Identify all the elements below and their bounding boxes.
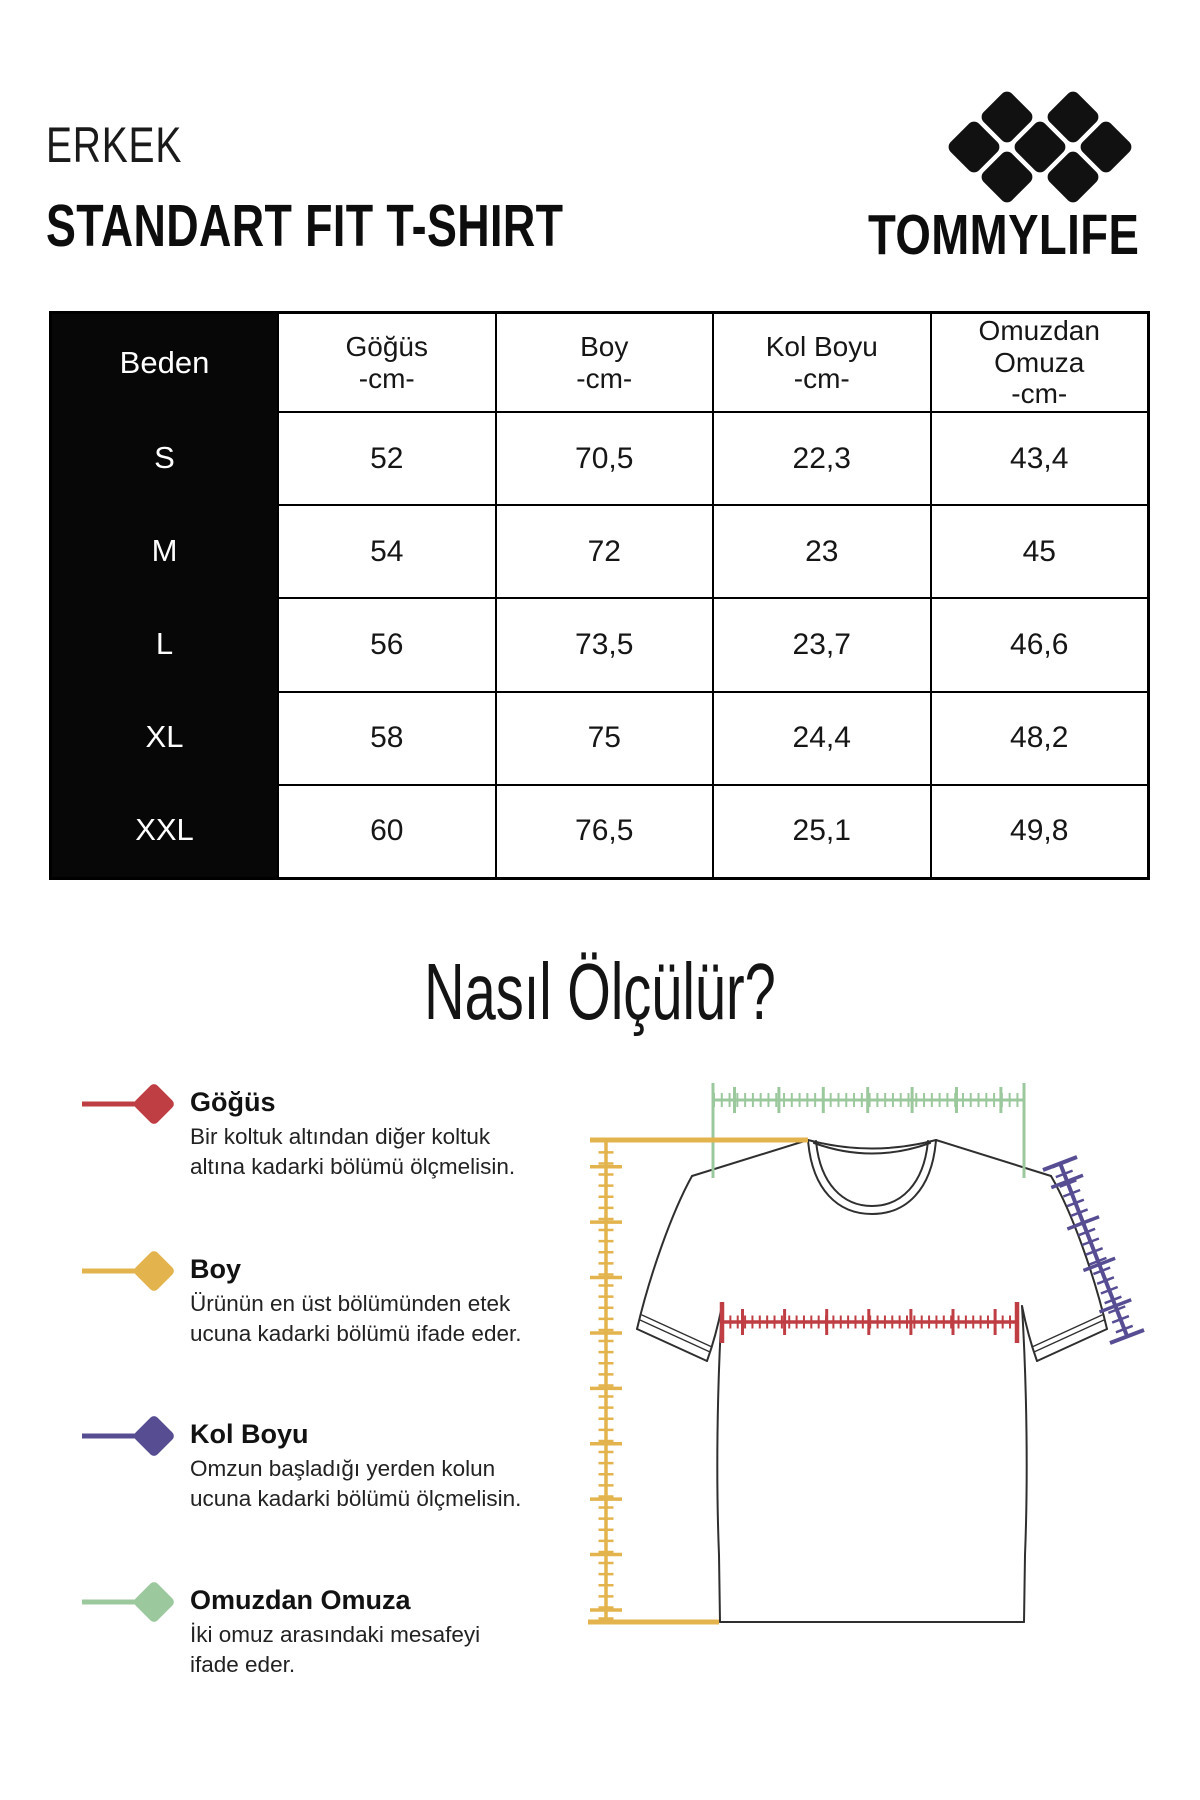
size-label: S [52,411,277,504]
column-unit: -cm- [576,362,633,394]
diamond-icon [132,1249,176,1293]
table-cell: 23,7 [712,597,930,690]
column-unit: -cm- [358,362,415,394]
legend-name: Kol Boyu [190,1419,309,1449]
column-unit: -cm- [793,362,850,394]
legend-name: Göğüs [190,1087,276,1117]
table-cell: 70,5 [495,411,713,504]
column-header-sleeve [712,314,930,411]
tommylife-logo [938,88,1142,206]
measure-marker-icon [78,1400,198,1472]
table-cell: 52 [277,411,495,504]
tshirt-outline [637,1140,1107,1622]
diamond-grid-icon [946,89,1135,206]
column-header-length [495,314,713,411]
legend-name: Omuzdan Omuza [190,1585,411,1615]
legend-description: Omzun başladığı yerden kolun ucuna kadarki bölümü ölçmelisin. [190,1456,522,1511]
size-table [49,311,1150,880]
sleeve-ruler [1043,1157,1144,1343]
chest-ruler [722,1302,1017,1343]
table-cell: 56 [277,597,495,690]
size-label: M [52,504,277,597]
brand-name: TOMMYLIFE [868,203,1140,267]
table-cell: 23 [712,504,930,597]
table-cell: 22,3 [712,411,930,504]
legend-name: Boy [190,1254,242,1284]
table-cell: 25,1 [712,784,930,877]
diamond-icon [132,1580,176,1624]
table-corner-header: Beden [52,314,277,411]
diamond-icon [132,1414,176,1458]
column-label: Omuzdan Omuza [978,315,1100,378]
diamond-icon [132,1082,176,1126]
measure-marker-icon [78,1068,198,1140]
table-cell: 24,4 [712,691,930,784]
how-to-measure-title: Nasıl Ölçülür? [424,947,776,1036]
column-label: Kol Boyu [765,331,878,363]
table-cell: 58 [277,691,495,784]
size-label: XXL [52,784,277,877]
table-cell: 48,2 [930,691,1148,784]
measure-marker-icon [78,1235,198,1307]
size-label: L [52,597,277,690]
legend-description: Ürünün en üst bölümünden etek ucuna kadarki bölümü ifade eder. [190,1291,522,1346]
table-cell: 49,8 [930,784,1148,877]
table-cell: 45 [930,504,1148,597]
table-cell: 60 [277,784,495,877]
legend-description: Bir koltuk altından diğer koltuk altına kadarki bölümü ölçmelisin. [190,1124,516,1179]
table-cell: 72 [495,504,713,597]
table-cell: 73,5 [495,597,713,690]
measure-marker-icon [78,1566,198,1638]
table-cell: 43,4 [930,411,1148,504]
table-cell: 54 [277,504,495,597]
shoulder-ruler [713,1083,1024,1178]
column-header-chest [277,314,495,411]
table-cell: 76,5 [495,784,713,877]
length-ruler [588,1140,808,1622]
table-cell: 46,6 [930,597,1148,690]
category-label: ERKEK [46,117,183,173]
column-label: Göğüs [345,331,428,363]
page-title: STANDART FIT T-SHIRT [46,193,564,259]
table-cell: 75 [495,691,713,784]
column-unit: -cm- [1011,378,1068,410]
size-label: XL [52,691,277,784]
legend-description: İki omuz arasındaki mesafeyi ifade eder. [190,1622,481,1677]
column-header-shoulder [930,314,1148,411]
column-label: Boy [580,331,629,363]
